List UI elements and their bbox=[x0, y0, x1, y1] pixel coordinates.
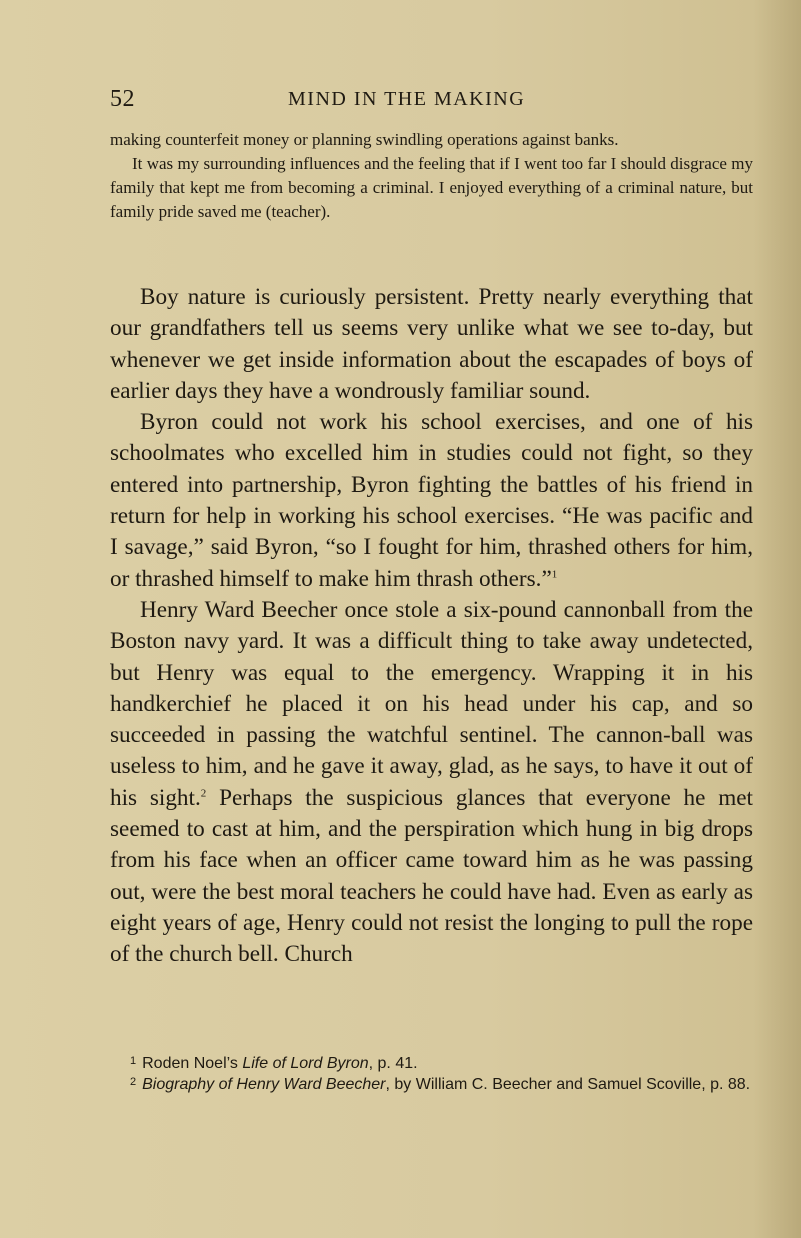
footnotes bbox=[110, 1052, 753, 1094]
footnote-mark: 2 bbox=[130, 1076, 137, 1088]
footnote bbox=[110, 1052, 753, 1073]
footnote-reference[interactable]: 2 bbox=[200, 787, 207, 800]
paragraph-text: Perhaps the suspicious glances that everyone he met seemed to cast at him, and the perspiration which hung in big drops from his face when an officer came toward him as he was passing out, were the best moral teachers he could have had. Even as early as eight years of age, Henry could not resist the longing to pull the rope of the church bell. Church bbox=[110, 784, 753, 968]
footnote-text: , p. 41. bbox=[368, 1055, 418, 1072]
paragraph-text: Byron could not work his school exercises, and one of his schoolmates who excelled him in studies could not fight, so they entered into partnership, Byron fighting the battles of his friend in return for help in working his school exercises. “He was pacific and I savage,” said Byron, “so I fought for him, thrashed others for him, or thrashed himself to make him thrash others.” bbox=[110, 409, 753, 592]
quote-paragraph: It was my surrounding influences and the feeling that if I went too far I should disgrace my family that kept me from becoming a criminal. I enjoyed everything of a criminal nature, but family pride saved me (teacher). bbox=[110, 154, 753, 221]
body-paragraph: Boy nature is curiously persistent. Pretty nearly everything that our grandfathers tell us seems very unlike what we see to-day, but whenever we get inside information about the escapades of boys of earlier days they have a wondrously familiar sound. bbox=[110, 284, 753, 404]
footnote-text: , by William C. Beecher and Samuel Scoville, p. 88. bbox=[385, 1076, 751, 1093]
footnote-text: Roden Noel’s bbox=[142, 1055, 243, 1072]
paragraph-text: Henry Ward Beecher once stole a six-pound cannonball from the Boston navy yard. It was a difficult thing to take away undetected, but Henry was equal to the emergency. Wrapping it in his handkerchief he placed it on his head under his cap, and so succeeded in passing the watchful sentinel. The cannon-ball was useless to him, and he gave it away, glad, as he says, to have it out of his sight. bbox=[110, 596, 753, 811]
quote-paragraph: making counterfeit money or planning swindling operations against banks. bbox=[110, 130, 619, 149]
body-paragraph bbox=[110, 407, 753, 595]
footnote-title: Life of Lord Byron bbox=[242, 1055, 369, 1072]
quoted-testimony bbox=[110, 128, 753, 224]
page-header bbox=[110, 86, 750, 116]
main-text bbox=[110, 282, 753, 971]
body-paragraph bbox=[110, 595, 753, 971]
footnote bbox=[110, 1073, 753, 1094]
footnote-reference[interactable]: 1 bbox=[551, 567, 558, 580]
footnote-title: Biography of Henry Ward Beecher bbox=[142, 1076, 386, 1093]
page-number: 52 bbox=[110, 86, 135, 112]
running-head: MIND IN THE MAKING bbox=[288, 88, 526, 110]
footnote-mark: 1 bbox=[130, 1055, 137, 1067]
